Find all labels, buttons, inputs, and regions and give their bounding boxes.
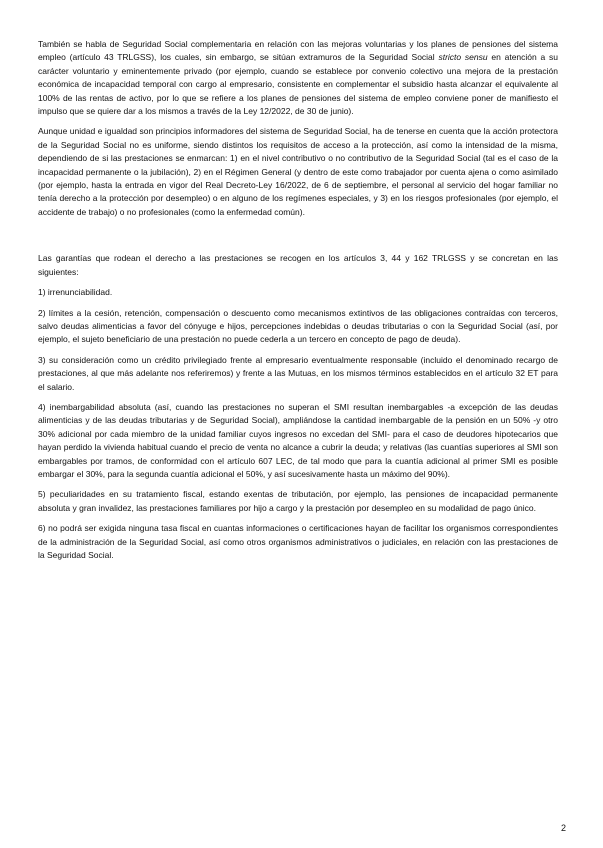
list-item-4: 4) inembargabilidad absoluta (así, cuando las prestaciones no superan el SMI resultan inembargables -a excepción de las deudas alimenticias y de las deudas tributarias y de Seguridad Social), ampliándose la cantidad inembargable de la pensión en un 50% -y otro 30% adicional por cada miembro de la unidad familiar cuyos ingresos no excedan del SMI- para el caso de deudores hipotecarios que hayan perdido la vivienda habitual cuando el precio de venta no alcance a cubrir la deuda; y relativas (las cuantías superiores al SMI son embargables por tramos, de conformidad con el artículo 607 LEC, de tal modo que para la cuantía adicional al primer SMI es posible embargar el 30%, para la segunda cuantía adicional el 50%, y así sucesivamente hasta un máximo del 90%). — [38, 401, 558, 479]
paragraph-text: También se habla de Seguridad Social complementaria en relación con las mejoras voluntarias y los planes de pensiones del sistema empleo (artículo 43 TRLGSS), los cuales, sin embargo, se sitúan extramuros de la Seguridad Social — [38, 39, 558, 63]
page-number: 2 — [560, 823, 566, 833]
list-item-1: 1) irrenunciabilidad. — [38, 287, 113, 298]
document-body — [38, 38, 558, 569]
paragraph-guarantees-intro: Las garantías que rodean el derecho a las prestaciones se recogen en los artículos 3, 44 y 162 TRLGSS y se concretan en las siguientes: — [38, 253, 558, 277]
list-item-5: 5) peculiaridades en su tratamiento fiscal, estando exentas de tributación, por ejemplo, las pensiones de incapacidad permanente absoluta y gran invalidez, las prestaciones familiares por hijo a cargo y la prestación por desempleo en su modalidad de pago único. — [38, 489, 558, 513]
paragraph-protective-action: Aunque unidad e igualdad son principios informadores del sistema de Seguridad Social, ha de tenerse en cuenta que la acción protectora de la Seguridad Social no es uniforme, siendo distintos los requisitos de acceso a la protección, así como la intensidad de la misma, dependiendo de si las prestaciones se enmarcan: 1) en el nivel contributivo o no contributivo de la Seguridad Social (tal es el caso de la incapacidad permanente o la jubilación), 2) en el Régimen General (y dentro de este como trabajador por cuenta ajena o como asimilado (por ejemplo, hasta la entrada en vigor del Real Decreto-Ley 16/2022, de 6 de septiembre, el personal al servicio del hogar familiar no tenía derecho a la protección por desempleo) o en alguno de los regímenes especiales, y 3) en los riesgos profesionales (por ejemplo, el accidente de trabajo) o no profesionales (como la enfermedad común). — [38, 126, 558, 217]
list-item-6: 6) no podrá ser exigida ninguna tasa fiscal en cuantas informaciones o certificaciones hayan de facilitar los organismos correspondientes de la administración de la Seguridad Social, así como otros organismos administrativos o judiciales, en relación con las prestaciones de la Seguridad Social. — [38, 523, 558, 560]
list-item-2: 2) límites a la cesión, retención, compensación o descuento como mecanismos extintivos de las obligaciones contraídas con terceros, salvo deudas alimenticias a favor del cónyuge e hijos, percepciones indebidas o deudas tributarias o con la Seguridad Social (así, por ejemplo, el sujeto beneficiario de una prestación no puede cederla a un tercero en concepto de pago de deuda). — [38, 307, 558, 345]
list-item-3: 3) su consideración como un crédito privilegiado frente al empresario eventualmente responsable (incluido el denominado recargo de prestaciones, al que más adelante nos referiremos) y frente a las Mutuas, en los mismos términos establecidos en el artículo 32 ET para el salario. — [38, 354, 558, 392]
paragraph-complementary-social-security — [38, 38, 558, 118]
paragraph-text: en atención a su carácter voluntario y eminentemente privado (por ejemplo, cuando se establece por convenio colectivo una mejora de la prestación económica de incapacidad temporal con cargo al empresario, consistente en complementar el subsidio hasta alcanzar el equivalente al 100% de las rentas de activo, por lo que se refiere a los planes de pensiones del sistema de empleo conviene poner de manifiesto el impulso que se quiere dar a los mismos a través de la Ley 12/2022, de 30 de junio). — [38, 52, 558, 117]
emphasis-stricto-sensu: stricto sensu — [438, 52, 488, 63]
